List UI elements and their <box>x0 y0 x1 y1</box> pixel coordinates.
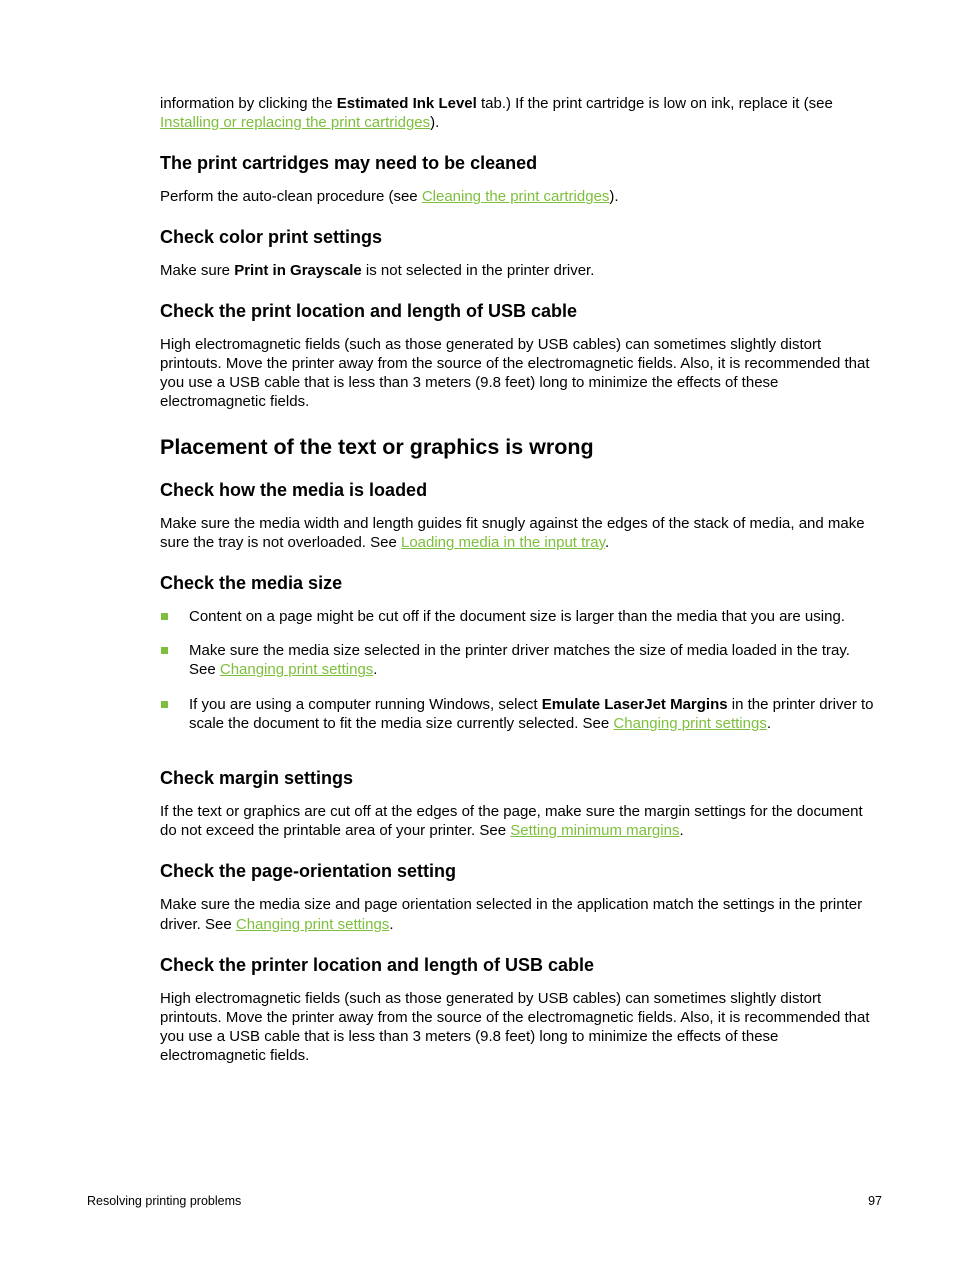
square-bullet-icon <box>161 701 168 708</box>
text: ). <box>430 114 440 132</box>
page-content <box>160 94 875 1066</box>
heading-printer-usb-location: Check the printer location and length of USB cable <box>160 954 595 975</box>
link-cleaning-cartridges[interactable]: Cleaning the print cartridges <box>421 188 610 206</box>
footer-section-title: Resolving printing problems <box>87 1194 242 1208</box>
heading-usb-location: Check the print location and length of USB cable <box>160 300 578 321</box>
link-changing-print-settings[interactable]: Changing print settings <box>613 714 767 732</box>
heading-media-size: Check the media size <box>160 573 343 594</box>
heading-margin-settings: Check margin settings <box>160 768 354 789</box>
list-item <box>160 695 875 733</box>
square-bullet-icon <box>161 613 168 620</box>
paragraph-cleaned <box>160 187 875 206</box>
paragraph-usb-2: High electromagnetic fields (such as those generated by USB cables) can sometimes slightly distort printouts. Move the printer away from the source of the electromagnetic fields. Also, it is recommended that you use a USB cable that is less than 3 meters (9.8 feet) long to minimize the effects of these electromagnetic fields. <box>160 989 870 1065</box>
paragraph-orientation <box>160 895 875 933</box>
text: Make sure the media size selected in the printer driver matches the size of media loaded in the tray. See <box>189 642 850 679</box>
text: . <box>373 661 378 679</box>
link-changing-print-settings[interactable]: Changing print settings <box>219 661 374 679</box>
text: Make sure the media size and page orientation selected in the application match the settings in the printer driver. See <box>160 896 863 933</box>
page-number: 97 <box>868 1194 882 1208</box>
text: tab.) If the print cartridge is low on ink, replace it (see <box>476 95 833 112</box>
text: If the text or graphics are cut off at the edges of the page, make sure the margin settings for the document do not exceed the printable area of your printer. See <box>160 803 863 840</box>
heading-media-loaded: Check how the media is loaded <box>160 479 428 500</box>
heading-page-orientation: Check the page-orientation setting <box>160 861 457 882</box>
bold-term: Print in Grayscale <box>234 261 362 279</box>
text: . <box>605 533 610 551</box>
heading-color-settings: Check color print settings <box>160 226 383 247</box>
text: . <box>766 714 771 732</box>
list-item <box>160 607 875 626</box>
paragraph-color <box>160 261 875 280</box>
text: . <box>389 915 394 933</box>
main-heading: Placement of the text or graphics is wrong <box>160 434 594 459</box>
intro-paragraph <box>160 94 875 132</box>
text: in the printer driver to scale the document to fit the media size currently selected. See <box>189 695 874 732</box>
link-minimum-margins[interactable]: Setting minimum margins <box>510 822 680 840</box>
text: information by clicking the <box>160 95 337 112</box>
paragraph-loaded <box>160 514 875 552</box>
link-changing-print-settings[interactable]: Changing print settings <box>235 915 390 933</box>
text: Make sure <box>160 261 235 279</box>
text: Perform the auto-clean procedure (see <box>160 188 422 206</box>
text: is not selected in the printer driver. <box>361 261 595 279</box>
text: ). <box>609 188 619 206</box>
bold-term: Estimated Ink Level <box>336 95 477 112</box>
square-bullet-icon <box>161 647 168 654</box>
paragraph-margin <box>160 802 875 840</box>
bold-term: Emulate LaserJet Margins <box>541 695 728 713</box>
link-installing-cartridges[interactable]: Installing or replacing the print cartridges <box>160 114 431 132</box>
text: . <box>679 822 684 840</box>
media-size-list <box>160 607 875 733</box>
heading-cartridges-cleaned: The print cartridges may need to be cleaned <box>160 153 538 174</box>
text: If you are using a computer running Windows, select <box>189 695 542 713</box>
list-item <box>160 641 875 679</box>
text: Content on a page might be cut off if the document size is larger than the media that you are using. <box>189 608 845 626</box>
paragraph-usb-1: High electromagnetic fields (such as those generated by USB cables) can sometimes slightly distort printouts. Move the printer away from the source of the electromagnetic fields. Also, it is recommended that you use a USB cable that is less than 3 meters (9.8 feet) long to minimize the effects of these electromagnetic fields. <box>160 335 870 411</box>
text: Make sure the media width and length guides fit snugly against the edges of the stack of media, and make sure the tray is not overloaded. See <box>160 514 865 551</box>
link-loading-media[interactable]: Loading media in the input tray <box>400 533 606 551</box>
